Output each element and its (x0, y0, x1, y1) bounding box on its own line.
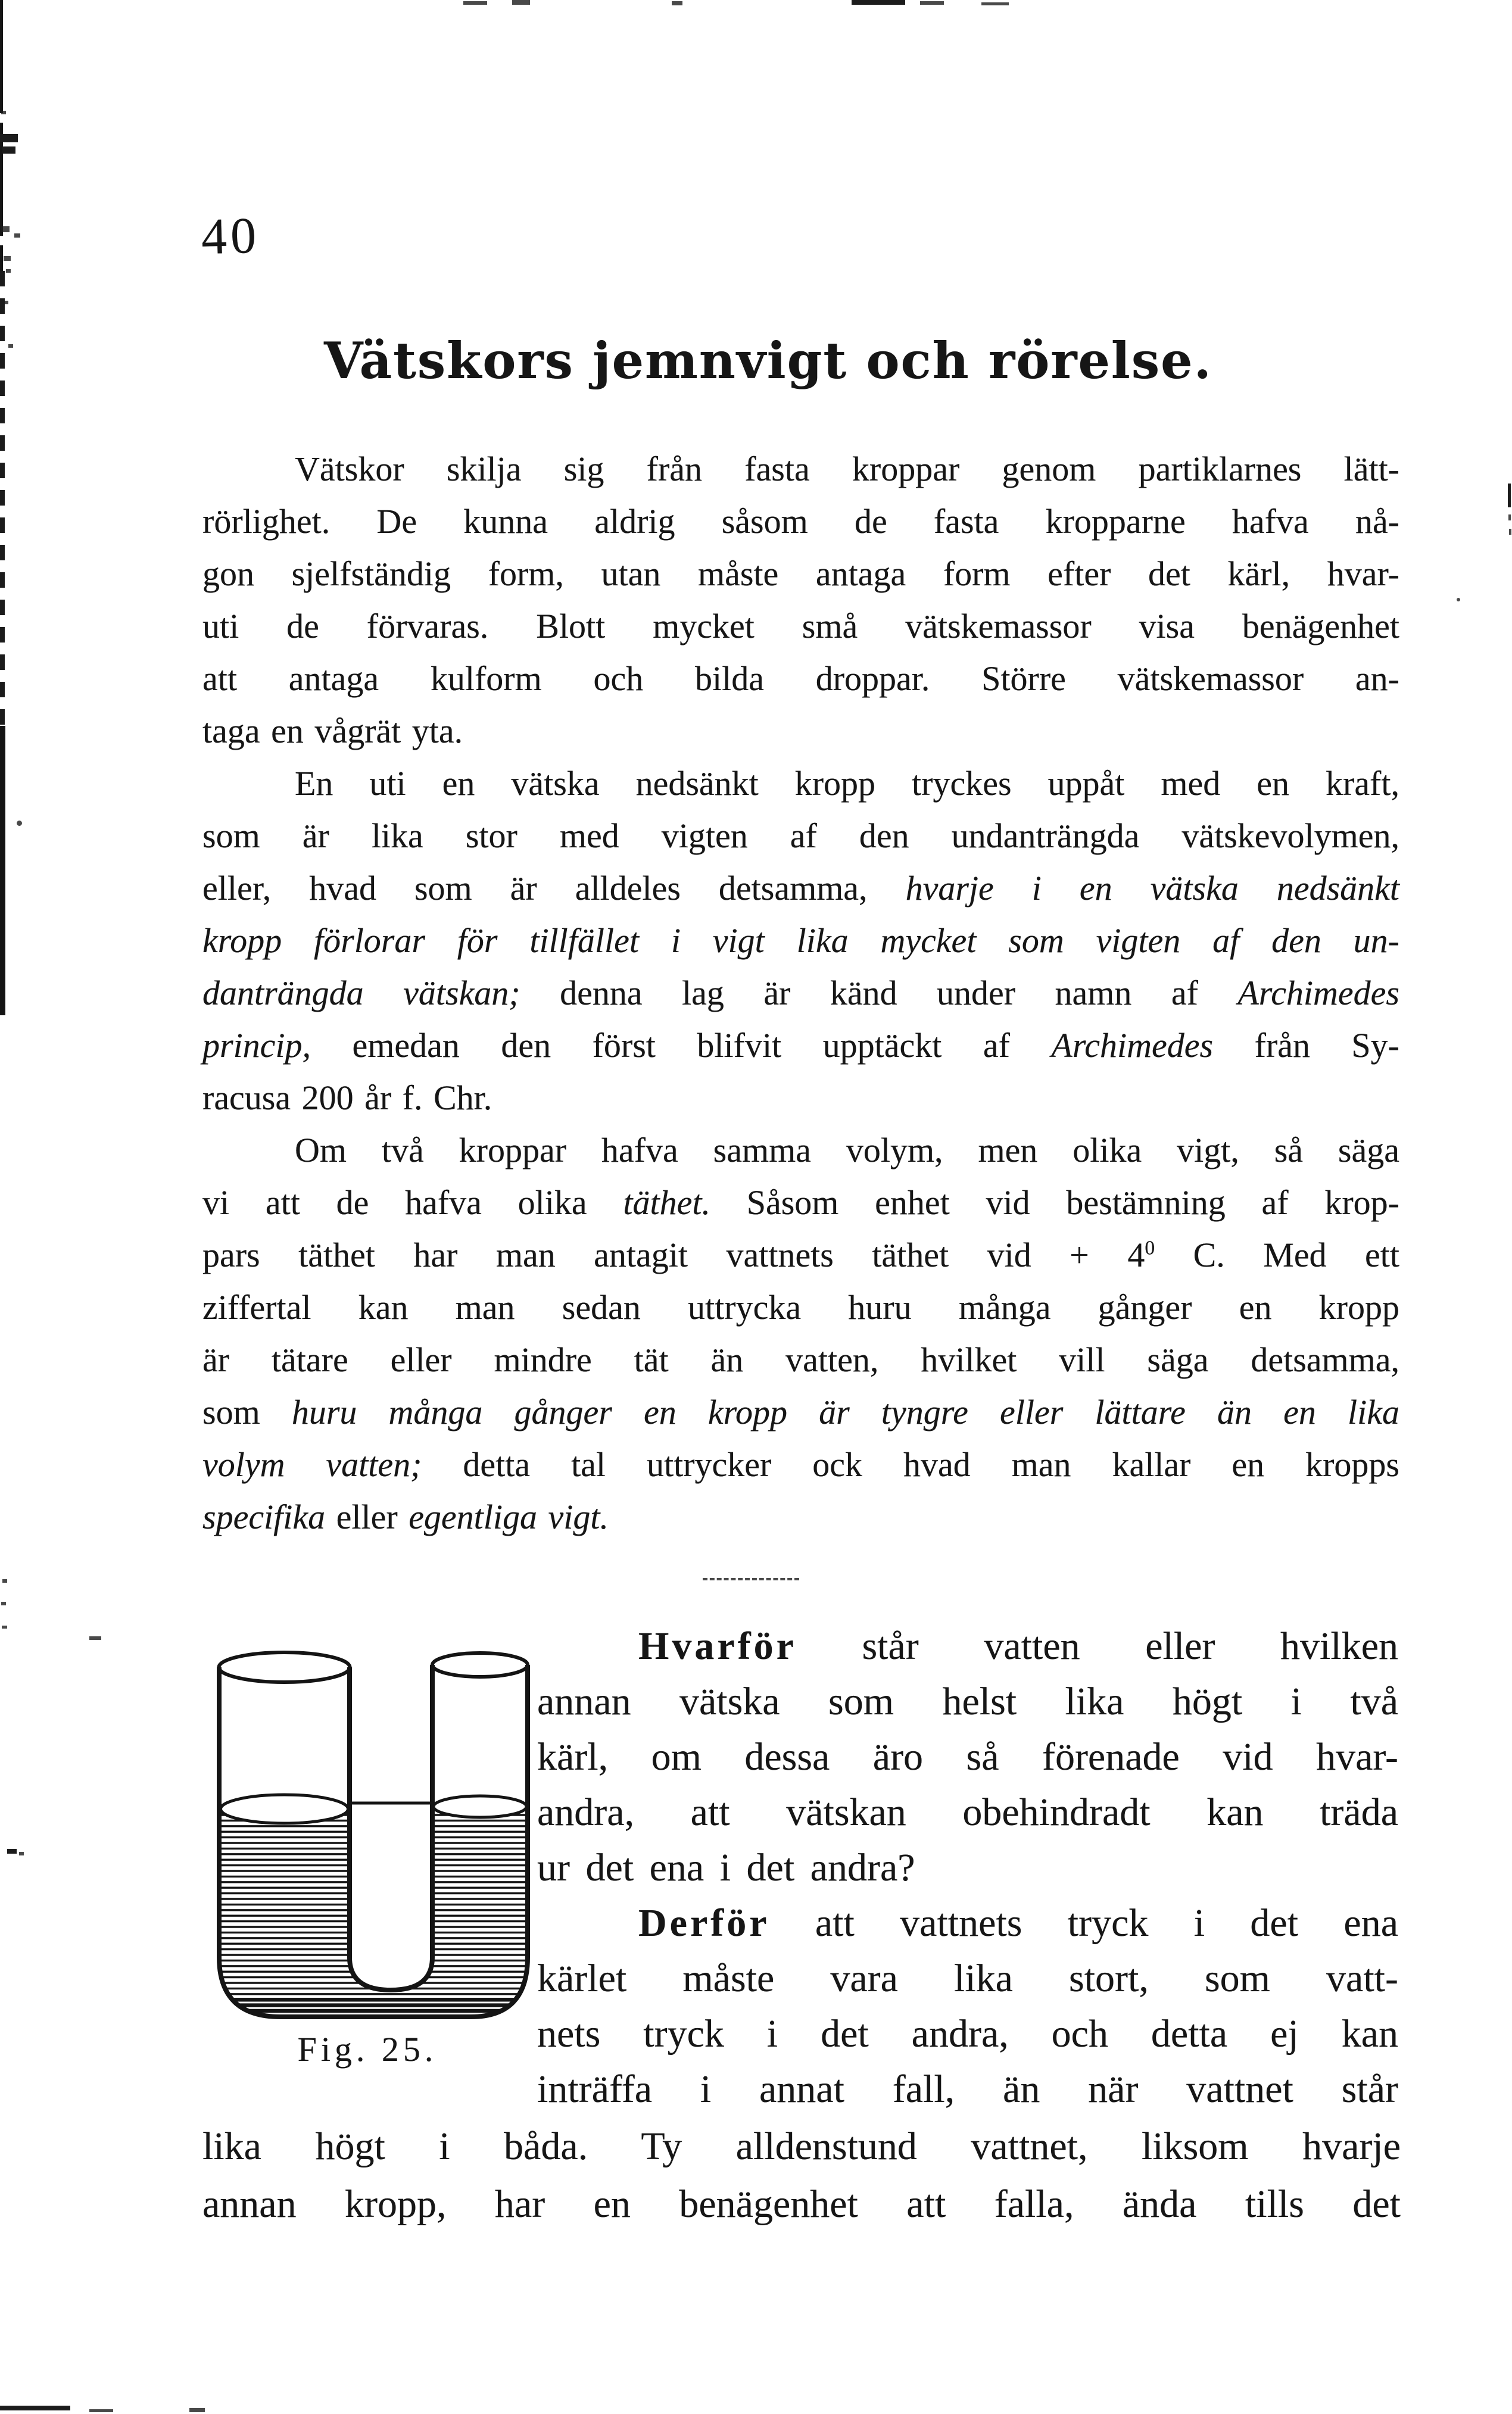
text-line: Derför att vattnets tryck i det ena (638, 1901, 1398, 1945)
scan-artifact (2, 1579, 7, 1583)
text-line: vi att de hafva olika täthet. Såsom enhet vid bestämning af krop- (202, 1183, 1399, 1222)
text-line: ur det ena i det andra? (537, 1846, 915, 1889)
scan-artifact (1509, 529, 1511, 535)
text-line: taga en vågrät yta. (202, 712, 463, 750)
scan-artifact (189, 2408, 205, 2412)
text-line: lika högt i båda. Ty alldenstund vattnet, liksom hvarje (202, 2125, 1401, 2168)
scan-artifact (1, 111, 6, 114)
scan-artifact (89, 2409, 113, 2412)
qa-column (537, 1618, 1398, 2117)
scan-artifact (672, 1, 682, 5)
text-line: annan kropp, har en benägenhet att falla, ända tills det (202, 2182, 1401, 2226)
scan-artifact (0, 726, 5, 1015)
text-line: andra, att vätskan obehindradt kan träda (537, 1791, 1398, 1834)
scan-artifact (17, 821, 22, 826)
text-line: princip, emedan den först blifvit upptäckt af Archimedes från Sy- (202, 1026, 1399, 1065)
text-line: uti de förvaras. Blott mycket små vätskemassor visa benägenhet (202, 607, 1399, 645)
left-cylinder-mouth (219, 1652, 350, 1682)
text-line: Om två kroppar hafva samma volym, men olika vigt, så säga (295, 1131, 1399, 1169)
text-line: danträngda vätskan; denna lag är känd under namn af Archimedes (202, 974, 1399, 1012)
text-line: specifika eller egentliga vigt. (202, 1498, 609, 1536)
scan-artifact (6, 269, 11, 273)
scan-artifact (2, 301, 8, 304)
text-line: är tätare eller mindre tät än vatten, hvilket vill säga detsamma, (202, 1340, 1399, 1379)
scan-artifact (14, 233, 20, 238)
page-number: 40 (200, 206, 261, 266)
scan-artifact (1508, 484, 1511, 507)
scan-artifact (7, 1849, 17, 1854)
paragraph (202, 443, 1399, 757)
scan-artifact (512, 0, 530, 5)
scan-artifact (4, 256, 11, 261)
text-line: kropp förlorar för tillfället i vigt lika mycket som vigten af den un- (202, 921, 1399, 960)
scan-artifact (0, 134, 18, 142)
vessel-inner-wall (350, 1665, 432, 1990)
scan-artifact (1, 1602, 6, 1605)
scan-artifact (8, 344, 13, 348)
text-line: kärlet måste vara lika stort, som vatt- (537, 1957, 1398, 2000)
right-water-surface (434, 1796, 526, 1817)
text-line: kärl, om dessa äro så förenade vid hvar- (537, 1735, 1398, 1779)
text-line: eller, hvad som är alldeles detsamma, hvarje i en vätska nedsänkt (202, 869, 1400, 907)
section-divider (703, 1578, 799, 1580)
scan-artifact (981, 2, 1009, 5)
scan-artifact (920, 1, 944, 5)
text-line: Hvarför står vatten eller hvilken (638, 1624, 1398, 1668)
text-line: annan vätska som helst lika högt i två (537, 1680, 1398, 1723)
qa-full-width (202, 2117, 1401, 2233)
scan-artifact (0, 2406, 70, 2410)
scan-artifact (89, 1636, 101, 1640)
scan-artifact (1508, 514, 1511, 520)
water-hatching (217, 1815, 530, 2011)
vessel-outer-wall (219, 1665, 528, 2017)
text-line: pars täthet har man antagit vattnets täthet vid + $4^0$ C. Med ett (202, 1236, 1399, 1274)
scan-artifact (19, 1852, 24, 1855)
text-line: racusa 200 år f. Chr. (202, 1078, 492, 1117)
text-line: att antaga kulform och bilda droppar. Större vätskemassor an- (202, 659, 1399, 698)
page-title: Vätskors jemnvigt och rörelse. (324, 331, 1212, 390)
paragraph (202, 757, 1399, 1124)
text-line: som huru många gånger en kropp är tyngre eller lättare än en lika (202, 1393, 1400, 1431)
body-text (202, 443, 1399, 1543)
text-line: volym vatten; detta tal uttrycker ock hvad man kallar en kropps (202, 1445, 1399, 1484)
figure-caption: Fig. 25. (297, 2030, 438, 2069)
text-line: inträffa i annat fall, än när vattnet står (537, 2067, 1398, 2111)
right-cylinder-mouth (432, 1653, 528, 1677)
text-line: rörlighet. De kunna aldrig såsom de fasta kropparne hafva nå- (202, 502, 1399, 541)
scan-artifact (1, 226, 10, 232)
text-line: som är lika stor med vigten af den undanträngda vätskevolymen, (202, 816, 1399, 855)
scan-artifact (1457, 598, 1460, 601)
scan-artifact (463, 1, 487, 5)
scan-artifact (2, 1626, 7, 1629)
scan-artifact (2, 146, 15, 154)
u-tube-figure-icon (200, 1633, 535, 2028)
left-water-surface (221, 1795, 348, 1823)
text-line: gon sjelfständig form, utan måste antaga form efter det kärl, hvar- (202, 554, 1399, 593)
text-line: En uti en vätska nedsänkt kropp tryckes uppåt med en kraft, (295, 764, 1399, 803)
text-line: Vätskor skilja sig från fasta kroppar genom partiklarnes lätt- (295, 450, 1399, 488)
figure-box (200, 1633, 535, 2028)
scan-artifact (852, 0, 905, 5)
paragraph (202, 1124, 1399, 1543)
text-line: nets tryck i det andra, och detta ej kan (537, 2012, 1398, 2056)
text-line: ziffertal kan man sedan uttrycka huru många gånger en kropp (202, 1288, 1399, 1327)
scan-artifact (0, 271, 5, 726)
